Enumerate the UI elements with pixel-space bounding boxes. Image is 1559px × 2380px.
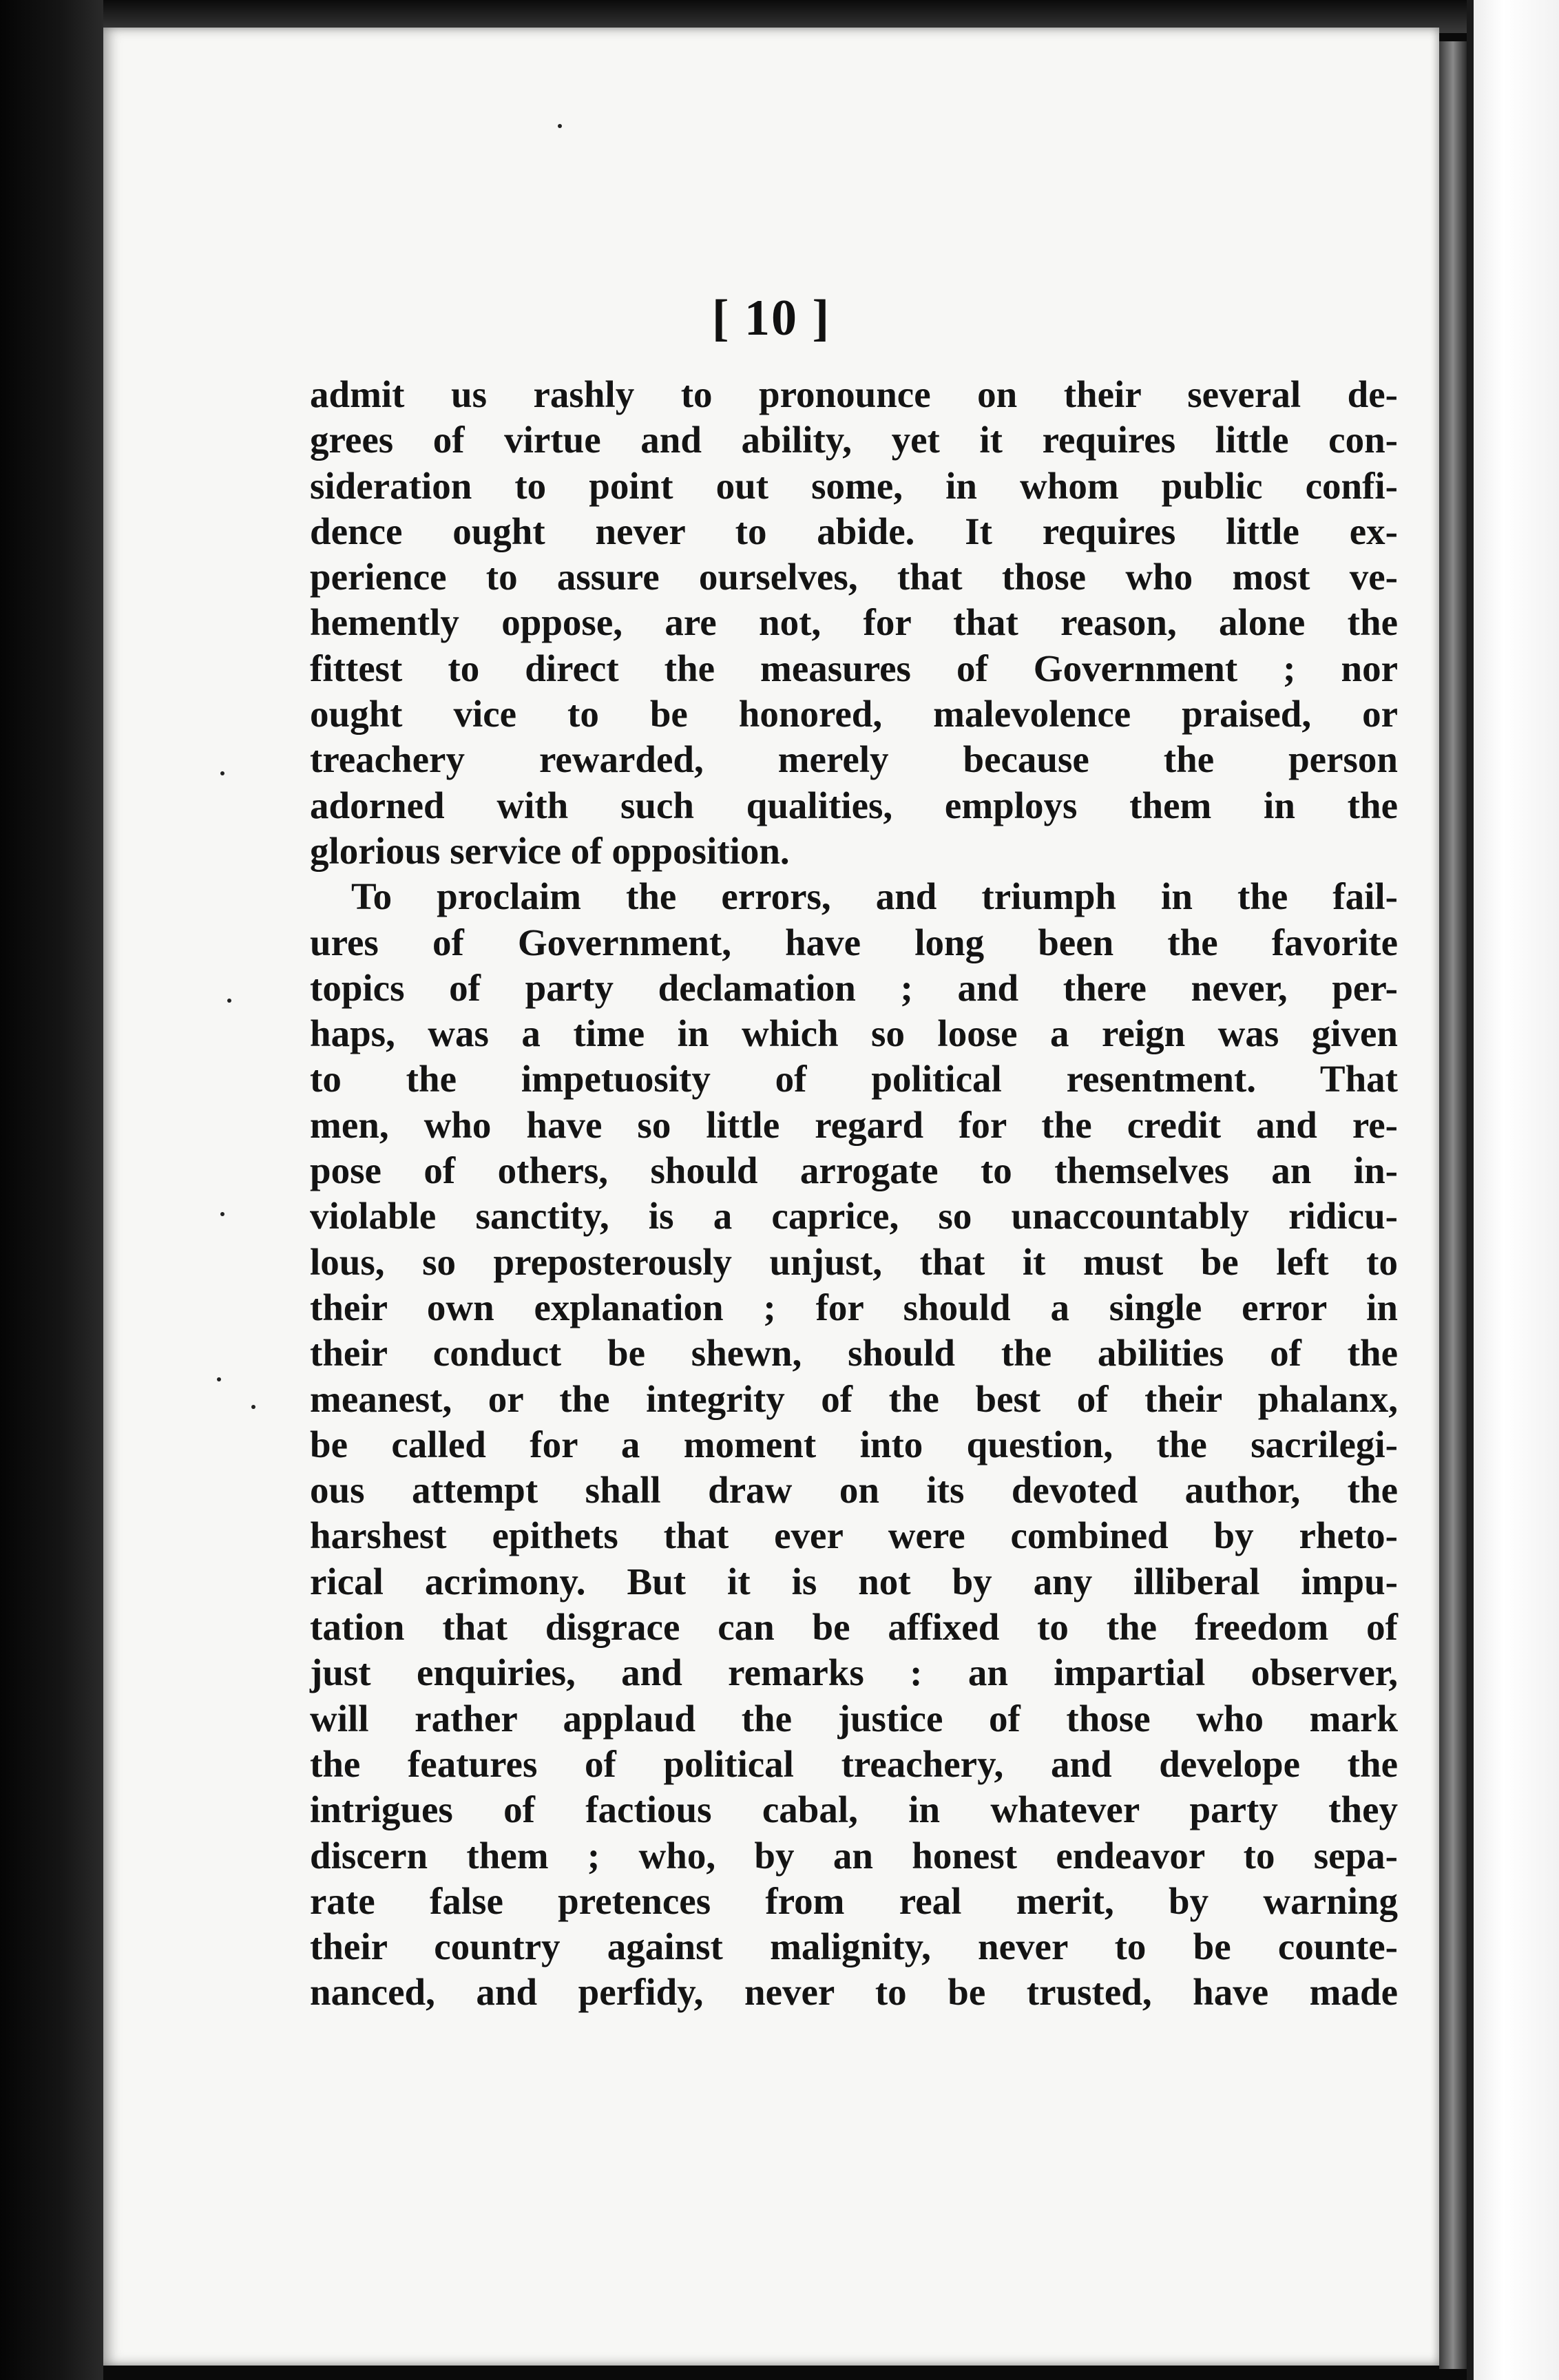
text-line: just enquiries, and remarks : an impartial observer, — [310, 1651, 1398, 1694]
page-number: [ 10 ] — [711, 290, 831, 346]
text-line: their own explanation ; for should a single error in — [310, 1286, 1398, 1328]
text-line: pose of others, should arrogate to themselves an in- — [310, 1149, 1398, 1192]
scan-speck — [251, 1405, 255, 1409]
adjacent-page-strip — [1467, 0, 1559, 2380]
text-line: treachery rewarded, merely because the person — [310, 738, 1398, 781]
left-gutter — [0, 0, 103, 2380]
book-page — [103, 28, 1439, 2366]
text-line: topics of party declamation ; and there never, per- — [310, 966, 1398, 1009]
text-line: the features of political treachery, and develope the — [310, 1742, 1398, 1785]
text-line: discern them ; who, by an honest endeavor to sepa- — [310, 1834, 1398, 1877]
text-line: be called for a moment into question, the sacrilegi- — [310, 1423, 1398, 1465]
text-line: harshest epithets that ever were combined by rheto- — [310, 1514, 1398, 1557]
text-line: grees of virtue and ability, yet it requires little con- — [310, 419, 1398, 461]
text-line: perience to assure ourselves, that those who most ve- — [310, 556, 1398, 598]
text-line: to the impetuosity of political resentment. That — [310, 1058, 1398, 1100]
text-line: meanest, or the integrity of the best of their phalanx, — [310, 1377, 1398, 1420]
text-line: violable sanctity, is a caprice, so unaccountably ridicu- — [310, 1195, 1398, 1238]
page-right-edge — [1439, 41, 1467, 2369]
text-line: their conduct be shewn, should the abilities of the — [310, 1332, 1398, 1375]
scan-speck — [558, 124, 562, 128]
text-line: rical acrimony. But it is not by any illiberal impu- — [310, 1560, 1398, 1603]
text-line: ous attempt shall draw on its devoted author, the — [310, 1469, 1398, 1512]
text-line: hemently oppose, are not, for that reason, alone the — [310, 601, 1398, 644]
body-text — [310, 372, 1398, 2016]
text-line: rate false pretences from real merit, by warning — [310, 1879, 1398, 1922]
scan-speck — [220, 1212, 224, 1216]
text-line: adorned with such qualities, employs them in the — [310, 784, 1398, 826]
text-line: admit us rashly to pronounce on their several de- — [310, 373, 1398, 415]
adjacent-page-shadow — [1467, 0, 1474, 2380]
text-line: glorious service of opposition. — [310, 829, 790, 872]
text-line: nanced, and perfidy, never to be trusted, have made — [310, 1971, 1398, 2014]
text-line: To proclaim the errors, and triumph in the fail- — [351, 875, 1398, 918]
text-line: sideration to point out some, in whom public confi- — [310, 464, 1398, 507]
text-line: ures of Government, have long been the favorite — [310, 921, 1398, 963]
text-line: lous, so preposterously unjust, that it must be left to — [310, 1240, 1398, 1283]
text-line: haps, was a time in which so loose a reign was given — [310, 1012, 1398, 1055]
text-line: men, who have so little regard for the credit and re- — [310, 1103, 1398, 1146]
text-line: will rather applaud the justice of those who mark — [310, 1697, 1398, 1740]
text-line: dence ought never to abide. It requires little ex- — [310, 510, 1398, 552]
scan-speck — [217, 1377, 221, 1381]
scan-speck — [227, 999, 231, 1003]
text-line: their country against malignity, never to be counte- — [310, 1925, 1398, 1968]
text-line: tation that disgrace can be affixed to the freedom of — [310, 1606, 1398, 1649]
scan-speck — [220, 771, 224, 775]
text-line: ought vice to be honored, malevolence praised, or — [310, 693, 1398, 735]
text-line: fittest to direct the measures of Government ; nor — [310, 647, 1398, 689]
text-line: intrigues of factious cabal, in whatever party they — [310, 1788, 1398, 1831]
